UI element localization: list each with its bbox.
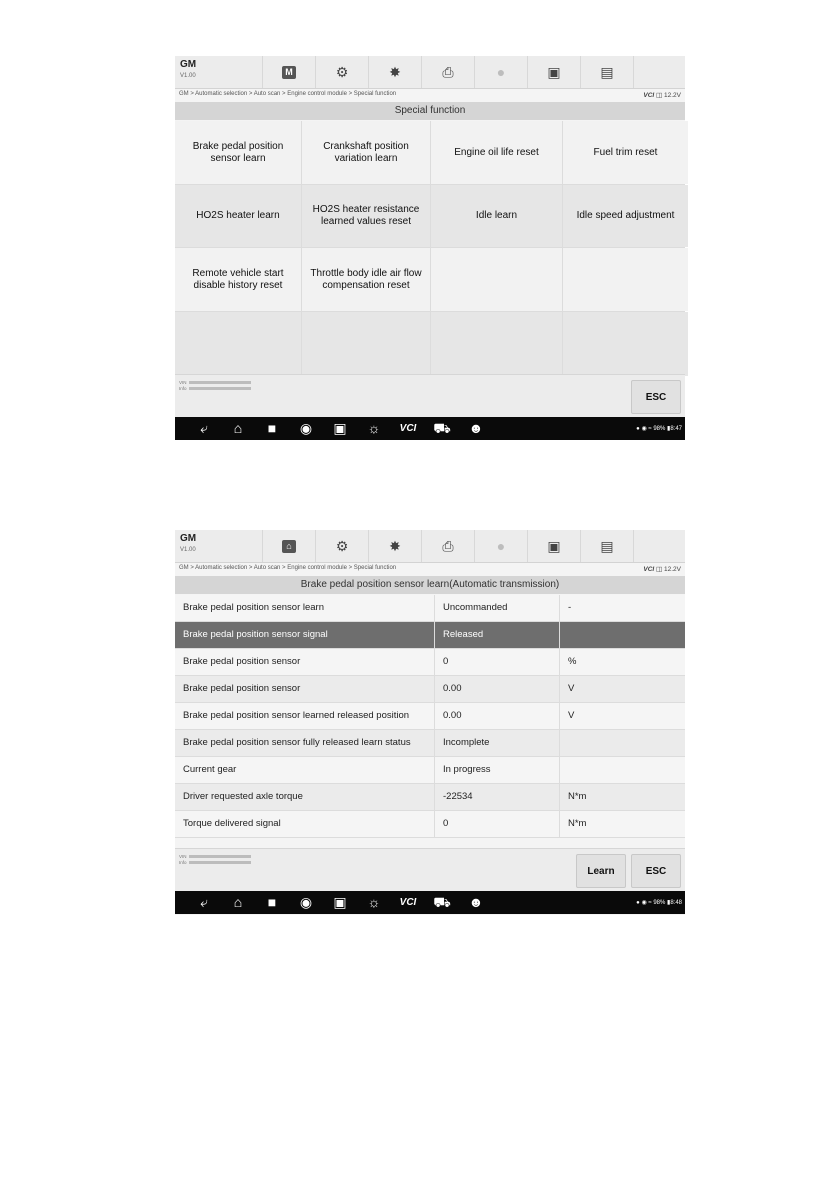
parameter-name: Brake pedal position sensor signal: [175, 622, 435, 648]
camera-icon[interactable]: ▣: [333, 420, 347, 436]
parameter-value: 0: [435, 811, 560, 837]
parameter-value: Uncommanded: [435, 595, 560, 621]
clock: 8:48: [670, 900, 682, 906]
parameter-name: Brake pedal position sensor fully released learn status: [175, 730, 435, 756]
vci-voltage: VCI ◫ 12.2V: [643, 92, 681, 99]
table-row[interactable]: [175, 784, 685, 811]
parameter-name: Torque delivered signal: [175, 811, 435, 837]
bottom-bar: [175, 848, 685, 891]
function-grid: [175, 121, 685, 375]
esc-button[interactable]: ESC: [631, 380, 681, 414]
table-row-selected[interactable]: [175, 622, 685, 649]
bottom-bar: [175, 374, 685, 417]
function-item-empty: [175, 312, 301, 376]
save-icon[interactable]: ▣: [527, 56, 580, 88]
parameter-value: 0.00: [435, 676, 560, 702]
vehicle-menu-icon[interactable]: ⚙︎: [315, 56, 368, 88]
top-toolbar: [175, 530, 685, 563]
page-title: Brake pedal position sensor learn(Automatic transmission): [175, 576, 685, 594]
parameter-value: Incomplete: [435, 730, 560, 756]
vehicle-menu-icon[interactable]: ⚙︎: [315, 530, 368, 562]
battery-level: 98%: [653, 426, 666, 432]
table-row[interactable]: [175, 649, 685, 676]
info-label: Info: [179, 386, 187, 391]
table-row[interactable]: [175, 730, 685, 757]
parameter-value: In progress: [435, 757, 560, 783]
function-item[interactable]: Idle speed adjustment: [563, 185, 688, 247]
back-icon[interactable]: ⤶: [200, 894, 208, 910]
parameter-unit: [560, 757, 685, 783]
breadcrumb: GM > Automatic selection > Auto scan > Engine control module > Special function: [179, 91, 397, 97]
parameter-unit: V: [568, 683, 575, 694]
parameter-value: 0: [435, 649, 560, 675]
table-row[interactable]: [175, 811, 685, 838]
table-row[interactable]: [175, 703, 685, 730]
vehicle-icon[interactable]: ⛟: [433, 420, 451, 436]
function-item[interactable]: HO2S heater learn: [175, 185, 301, 247]
save-icon[interactable]: ▣: [527, 530, 580, 562]
table-row[interactable]: [175, 757, 685, 784]
vci-voltage: VCI ◫ 12.2V: [643, 566, 681, 573]
home-icon[interactable]: ⌂: [262, 530, 315, 562]
function-item-empty: [431, 248, 562, 311]
table-row[interactable]: [175, 595, 685, 622]
parameter-unit: V: [568, 710, 575, 721]
help-icon[interactable]: ●: [474, 530, 527, 562]
parameter-unit: [560, 730, 685, 756]
table-row[interactable]: [175, 676, 685, 703]
parameter-value: Released: [435, 622, 560, 648]
browser-icon[interactable]: ◉: [299, 894, 313, 910]
parameter-unit: -: [568, 602, 572, 613]
breadcrumb: GM > Automatic selection > Auto scan > Engine control module > Special function: [179, 565, 397, 571]
brightness-icon[interactable]: ☼: [367, 420, 381, 436]
voltage-value: 12.2V: [664, 566, 681, 573]
parameter-unit: [560, 622, 685, 648]
live-data-table: [175, 595, 685, 838]
vci-icon[interactable]: VCI: [399, 423, 417, 434]
page-title: Special function: [175, 102, 685, 120]
info-label: Info: [179, 860, 187, 865]
parameter-name: Brake pedal position sensor: [175, 649, 435, 675]
status-bar: ● ◉ ≈ 98% ▮8:48: [636, 900, 682, 906]
remote-expert-icon[interactable]: ☻: [468, 420, 484, 436]
vin-label: VIN: [179, 854, 187, 859]
vci-label: VCI: [643, 566, 655, 573]
function-item[interactable]: Throttle body idle air flow compensation reset: [302, 248, 430, 311]
remote-expert-icon[interactable]: ☻: [468, 894, 484, 910]
parameter-unit: %: [568, 656, 577, 667]
home-nav-icon[interactable]: ⌂: [233, 894, 243, 910]
parameter-name: Brake pedal position sensor: [175, 676, 435, 702]
function-item-empty: [302, 312, 430, 376]
android-navbar: [175, 891, 685, 914]
parameter-unit: N*m: [568, 791, 587, 802]
data-logging-icon[interactable]: ▤: [580, 56, 634, 88]
brand: [180, 534, 196, 555]
help-icon[interactable]: ●: [474, 56, 527, 88]
status-bar: ● ◉ ≈ 98% ▮8:47: [636, 426, 682, 432]
version-label: V1.00: [180, 73, 196, 79]
data-logging-icon[interactable]: ▤: [580, 530, 634, 562]
battery-level: 98%: [653, 900, 666, 906]
version-label: V1.00: [180, 547, 196, 553]
parameter-unit: N*m: [568, 818, 587, 829]
brand-name: GM: [180, 533, 197, 544]
vci-icon[interactable]: VCI: [399, 897, 417, 908]
vin-label: VIN: [179, 380, 187, 385]
camera-icon[interactable]: ▣: [333, 894, 347, 910]
top-toolbar: [175, 56, 685, 89]
parameter-name: Brake pedal position sensor learn: [175, 595, 435, 621]
learn-button[interactable]: Learn: [576, 854, 626, 888]
vci-label: VCI: [643, 92, 655, 99]
settings-icon[interactable]: ✸: [368, 56, 421, 88]
back-icon[interactable]: ⤶: [200, 420, 208, 436]
print-icon[interactable]: ⎙: [421, 56, 474, 88]
function-item[interactable]: Remote vehicle start disable history reset: [175, 248, 301, 311]
brand-name: GM: [180, 59, 197, 70]
android-navbar: [175, 417, 685, 440]
parameter-name: Brake pedal position sensor learned released position: [175, 703, 435, 729]
function-item[interactable]: HO2S heater resistance learned values reset: [302, 185, 430, 247]
recent-apps-icon[interactable]: ■: [267, 420, 277, 436]
home-nav-icon[interactable]: ⌂: [233, 420, 243, 436]
function-item-empty: [563, 312, 688, 376]
parameter-name: Driver requested axle torque: [175, 784, 435, 810]
parameter-value: 0.00: [435, 703, 560, 729]
function-item[interactable]: Crankshaft position variation learn: [302, 121, 430, 184]
parameter-value: -22534: [435, 784, 560, 810]
home-icon[interactable]: M: [262, 56, 315, 88]
vehicle-info: [179, 854, 251, 866]
function-item[interactable]: Idle learn: [431, 185, 562, 247]
brightness-icon[interactable]: ☼: [367, 894, 381, 910]
function-item[interactable]: Brake pedal position sensor learn: [175, 121, 301, 184]
function-item[interactable]: Engine oil life reset: [431, 121, 562, 184]
function-item[interactable]: Fuel trim reset: [563, 121, 688, 184]
vehicle-info: [179, 380, 251, 392]
clock: 8:47: [670, 426, 682, 432]
function-item-empty: [431, 312, 562, 376]
settings-icon[interactable]: ✸: [368, 530, 421, 562]
special-function-screen: [175, 56, 685, 440]
recent-apps-icon[interactable]: ■: [267, 894, 277, 910]
function-item-empty: [563, 248, 688, 311]
esc-button[interactable]: ESC: [631, 854, 681, 888]
vehicle-icon[interactable]: ⛟: [433, 894, 451, 910]
brake-pedal-learn-screen: [175, 530, 685, 915]
browser-icon[interactable]: ◉: [299, 420, 313, 436]
voltage-value: 12.2V: [664, 92, 681, 99]
parameter-name: Current gear: [175, 757, 435, 783]
brand: [180, 60, 196, 81]
print-icon[interactable]: ⎙: [421, 530, 474, 562]
